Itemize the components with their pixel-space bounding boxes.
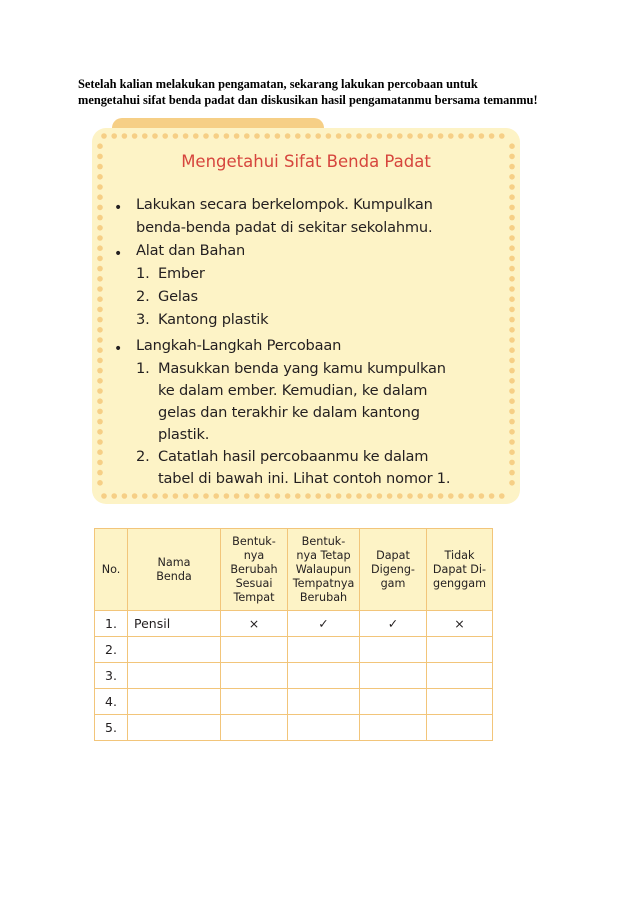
border-dot [97,460,103,466]
border-dot [234,493,240,499]
border-dot [468,133,474,139]
border-dot [509,429,515,435]
border-dot [97,388,103,394]
bullet-1-line-1: Lakukan secara berkelompok. Kumpulkan [136,196,433,213]
border-dot [97,205,103,211]
border-dot [97,143,103,149]
border-dot [509,439,515,445]
border-dot [275,493,281,499]
border-dot [336,133,342,139]
border-dot [97,409,103,415]
border-dot [97,174,103,180]
empty-cell [288,663,360,689]
border-dot [97,449,103,455]
border-dot [315,133,321,139]
empty-cell [360,637,427,663]
empty-cell [221,637,288,663]
header-nama-line-1: Nama [157,555,191,569]
border-dot [254,493,260,499]
border-dot [97,429,103,435]
border-dot [97,225,103,231]
border-dot [97,235,103,241]
border-dot [97,184,103,190]
border-dot [428,133,434,139]
border-dot [111,133,117,139]
border-dot [438,493,444,499]
border-dot [448,133,454,139]
cross-mark: × [427,611,493,637]
border-dot [509,174,515,180]
border-dot [97,276,103,282]
border-dot [509,296,515,302]
border-dot [97,327,103,333]
border-dot [97,337,103,343]
table-header-row [95,529,493,611]
row-number: 5. [95,715,128,741]
header-berubah-line-2: nya [243,548,265,562]
header-tetap-line-2: nya Tetap [296,548,351,562]
border-dot [509,388,515,394]
border-dot [101,133,107,139]
border-dot [97,470,103,476]
observation-table [94,528,493,741]
border-dot [97,307,103,313]
border-dot [97,317,103,323]
border-dot [387,493,393,499]
header-bentuk-berubah [221,529,288,611]
row-number: 1. [95,611,128,637]
empty-cell [360,663,427,689]
row-number: 2. [95,637,128,663]
border-dot [224,493,230,499]
border-dot [326,493,332,499]
border-dot [366,133,372,139]
border-dot [458,493,464,499]
border-dot [509,460,515,466]
border-dot [407,493,413,499]
object-name: Pensil [128,611,221,637]
border-dot [97,368,103,374]
step-1-line-1: Masukkan benda yang kamu kumpulkan [158,360,446,377]
border-dot [509,205,515,211]
border-dot [346,493,352,499]
border-dot [264,133,270,139]
border-dot [254,133,260,139]
border-dot [162,133,168,139]
step-1-line-3: gelas dan terakhir ke dalam kantong [158,404,420,421]
header-tidak-line-2: Dapat Di- [432,562,487,576]
border-dot [193,133,199,139]
header-berubah-line-3: Berubah [230,562,278,576]
step-2-line-1: Catatlah hasil percobaanmu ke dalam [158,448,429,465]
header-berubah-line-5: Tempat [233,590,275,604]
border-dot [122,493,128,499]
border-dot [428,493,434,499]
border-dot [509,419,515,425]
border-dot [377,133,383,139]
border-dot [275,133,281,139]
header-tetap-line-1: Bentuk- [301,534,346,548]
border-dot [499,493,505,499]
border-dot [377,493,383,499]
border-dot [509,235,515,241]
header-dapat-digenggam [360,529,427,611]
border-dot [479,133,485,139]
bullet-1: • [114,200,123,216]
card-title: Mengetahui Sifat Benda Padat [181,152,431,171]
border-dot [366,493,372,499]
header-nama-benda [128,529,221,611]
border-dot [285,493,291,499]
border-dot [193,493,199,499]
bullet-3: • [114,341,123,357]
border-dot [183,493,189,499]
empty-cell [427,689,493,715]
border-dot [97,266,103,272]
object-name-cell [128,637,221,663]
table-row [95,689,493,715]
border-dot [479,493,485,499]
border-dot [97,347,103,353]
border-dot [213,493,219,499]
empty-cell [427,715,493,741]
header-tidak-line-3: genggam [432,576,487,590]
header-dapat-line-2: Digeng- [371,562,415,576]
border-dot [315,493,321,499]
border-dot [97,358,103,364]
border-dot [509,470,515,476]
header-berubah-line-1: Bentuk- [232,534,276,548]
row-number: 4. [95,689,128,715]
border-dot [183,133,189,139]
border-dot [509,256,515,262]
border-dot [417,493,423,499]
step-2-number: 2. [136,448,150,465]
border-dot [97,419,103,425]
border-dot [122,133,128,139]
object-name-cell [128,663,221,689]
border-dot [97,256,103,262]
border-dot [224,133,230,139]
border-dot [203,133,209,139]
border-dot [509,215,515,221]
border-dot [407,133,413,139]
border-dot [509,327,515,333]
border-dot [509,337,515,343]
tool-3-text: Kantong plastik [158,311,269,328]
header-no: No. [95,529,128,611]
border-dot [387,133,393,139]
border-dot [295,133,301,139]
bullet-2: • [114,246,123,262]
header-tetap-line-3: Walaupun [295,562,352,576]
tool-2-number: 2. [136,288,150,305]
border-dot [509,266,515,272]
border-dot [509,480,515,486]
empty-cell [427,663,493,689]
border-dot [499,133,505,139]
border-dot [468,493,474,499]
step-2-line-2: tabel di bawah ini. Lihat contoh nomor 1. [158,470,451,487]
empty-cell [360,715,427,741]
border-dot [448,493,454,499]
border-dot [101,493,107,499]
border-dot [509,276,515,282]
border-dot [285,133,291,139]
border-dot [111,493,117,499]
cross-mark: × [221,611,288,637]
table-row [95,611,493,637]
border-dot [97,215,103,221]
border-dot [244,493,250,499]
empty-cell [288,637,360,663]
tool-1-number: 1. [136,265,150,282]
intro-paragraph [78,76,578,108]
header-bentuk-tetap [288,529,360,611]
check-mark: ✓ [288,611,360,637]
border-dot [417,133,423,139]
border-dot [132,493,138,499]
border-dot [489,133,495,139]
border-dot [97,245,103,251]
border-dot [213,133,219,139]
object-name-cell [128,715,221,741]
border-dot [509,347,515,353]
empty-cell [221,663,288,689]
border-dot [356,493,362,499]
empty-cell [360,689,427,715]
border-dot [509,143,515,149]
border-dot [305,493,311,499]
border-dot [142,493,148,499]
border-dot [438,133,444,139]
tool-3-number: 3. [136,311,150,328]
empty-cell [221,715,288,741]
step-1-line-4: plastik. [158,426,210,443]
border-dot [509,286,515,292]
tool-1-text: Ember [158,265,205,282]
border-dot [346,133,352,139]
tools-heading: Alat dan Bahan [136,242,246,259]
border-dot [97,286,103,292]
step-1-line-2: ke dalam ember. Kemudian, ke dalam [158,382,428,399]
border-dot [509,225,515,231]
table-row [95,715,493,741]
border-dot [305,133,311,139]
bullet-1-line-2: benda-benda padat di sekitar sekolahmu. [136,219,433,236]
border-dot [397,133,403,139]
border-dot [97,398,103,404]
border-dot [97,480,103,486]
border-dot [142,133,148,139]
border-dot [336,493,342,499]
header-tidak-line-1: Tidak [444,548,475,562]
header-berubah-line-4: Sesuai [235,576,273,590]
border-dot [356,133,362,139]
activity-card [92,128,520,504]
intro-line-2: mengetahui sifat benda padat dan diskusikan hasil pengamatanmu bersama temanmu! [78,93,538,107]
table-row [95,663,493,689]
step-1-number: 1. [136,360,150,377]
header-tidak-dapat-digenggam [427,529,493,611]
border-dot [97,378,103,384]
border-dot [509,307,515,313]
intro-line-1: Setelah kalian melakukan pengamatan, sekarang lakukan percobaan untuk [78,77,478,91]
border-dot [173,133,179,139]
border-dot [509,398,515,404]
border-dot [264,493,270,499]
border-dot [509,409,515,415]
object-name-cell [128,689,221,715]
border-dot [509,245,515,251]
check-mark: ✓ [360,611,427,637]
border-dot [509,317,515,323]
border-dot [509,184,515,190]
border-dot [509,368,515,374]
border-dot [295,493,301,499]
header-dapat-line-3: gam [380,576,406,590]
empty-cell [288,715,360,741]
border-dot [458,133,464,139]
steps-heading: Langkah-Langkah Percobaan [136,337,342,354]
border-dot [244,133,250,139]
table-row [95,637,493,663]
header-nama-line-2: Benda [156,569,192,583]
border-dot [397,493,403,499]
empty-cell [288,689,360,715]
border-dot [97,439,103,445]
border-dot [509,358,515,364]
header-tetap-line-5: Berubah [299,590,348,604]
border-dot [509,194,515,200]
border-dot [97,194,103,200]
row-number: 3. [95,663,128,689]
border-dot [489,493,495,499]
border-dot [152,493,158,499]
empty-cell [427,637,493,663]
border-dot [132,133,138,139]
border-dot [97,296,103,302]
header-dapat-line-1: Dapat [376,548,410,562]
border-dot [326,133,332,139]
border-dot [234,133,240,139]
border-dot [152,133,158,139]
border-dot [509,449,515,455]
border-dot [203,493,209,499]
empty-cell [221,689,288,715]
tool-2-text: Gelas [158,288,198,305]
border-dot [162,493,168,499]
border-dot [509,378,515,384]
header-tetap-line-4: Tempatnya [292,576,355,590]
border-dot [173,493,179,499]
